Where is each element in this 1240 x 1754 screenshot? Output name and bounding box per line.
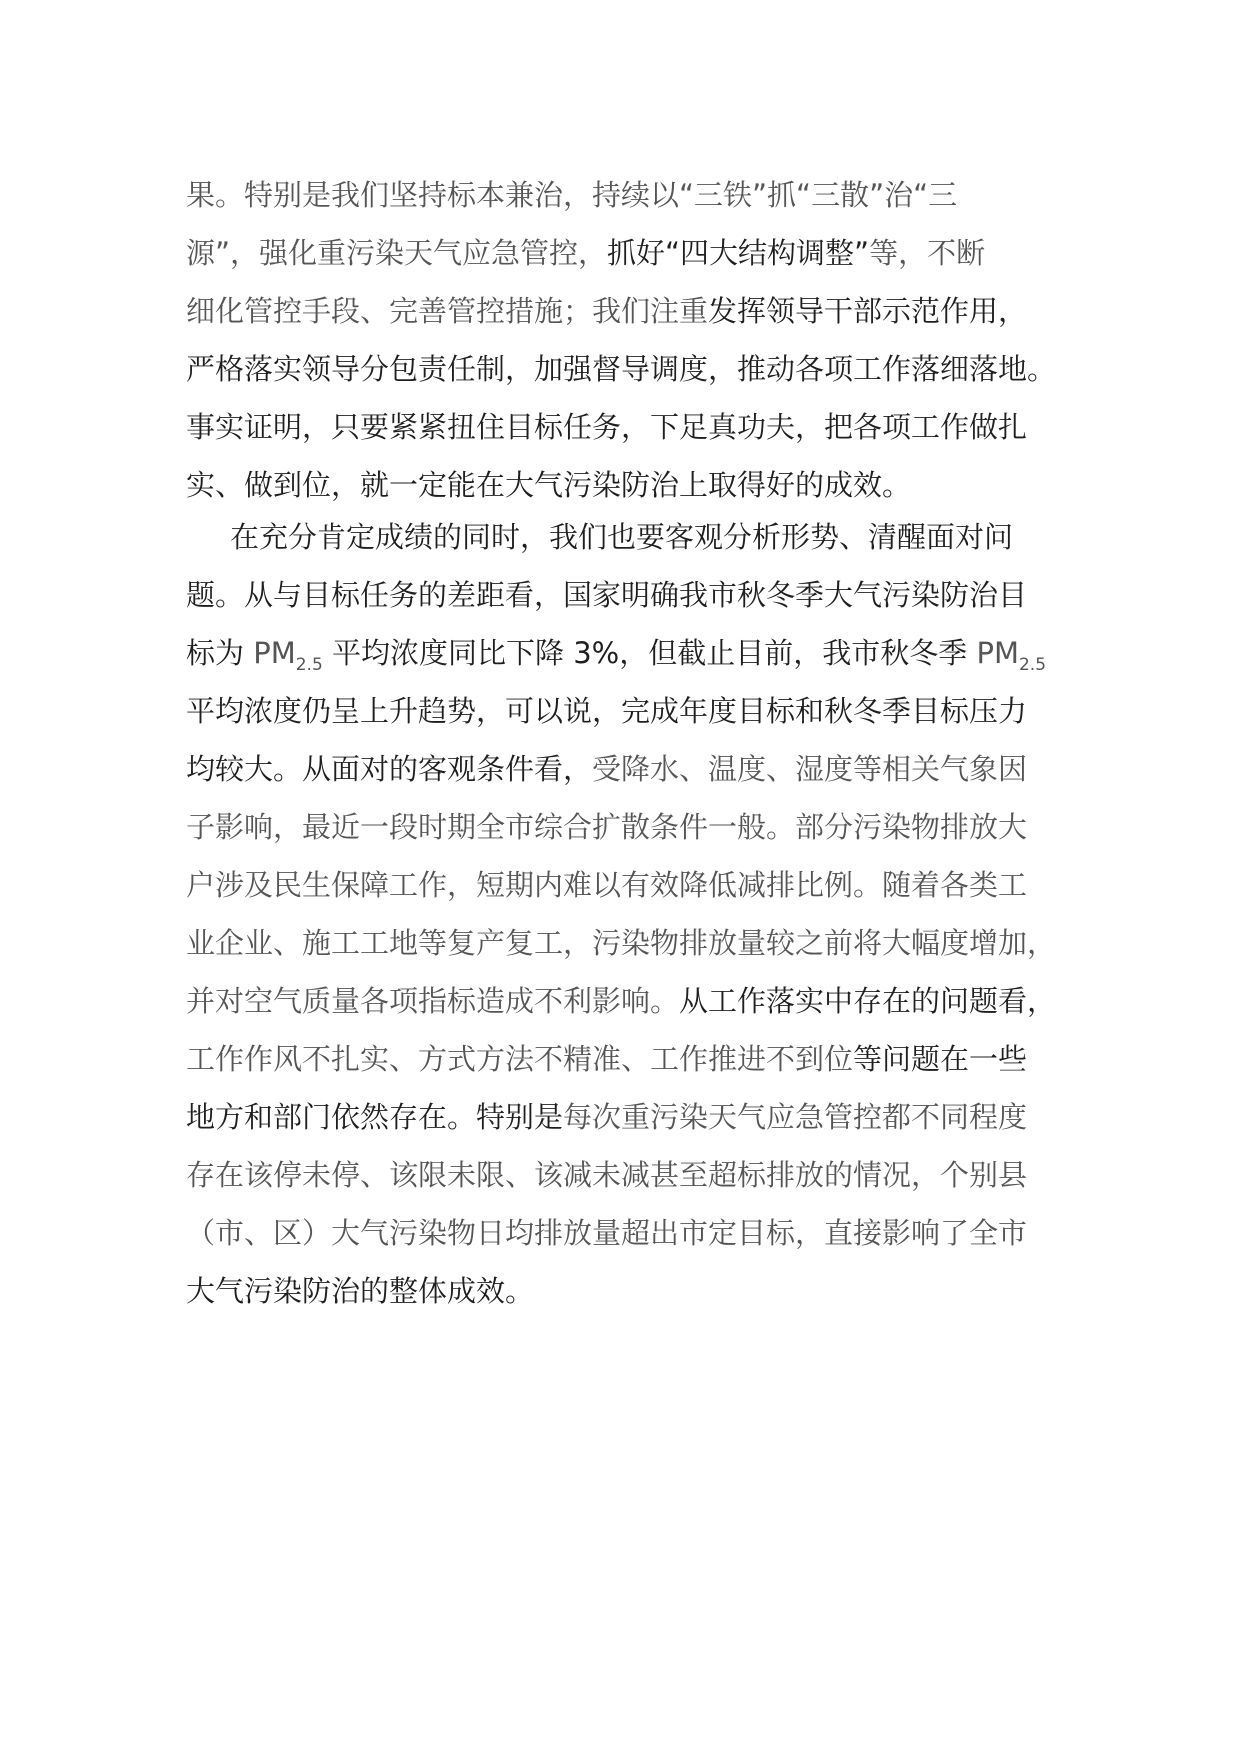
text-segment: 发挥领导干部示范作用，: [708, 294, 1028, 328]
text-line: [186, 688, 1027, 734]
text-segment: 题。从与目标任务的差距看，国家明确我市秋冬季大气污染防治目: [186, 578, 1028, 612]
text-segment: 等问题在一些: [853, 1042, 1028, 1076]
text-line: [186, 172, 957, 218]
text-line: [186, 862, 1027, 908]
text-segment: 抓好“四大结构调整”: [607, 236, 870, 270]
text-segment: 业企业、施工工地等复产复工，污染物排放量较之前将大幅度增加，: [186, 926, 1057, 960]
text-line: [230, 514, 1013, 560]
text-line: [186, 288, 1027, 334]
text-segment: 严格落实领导分包责任制，加强督导调度，推动各项工作落细落地。: [186, 352, 1057, 386]
text-line: [186, 346, 1056, 392]
subscript-text: 2.5: [1018, 655, 1047, 675]
text-segment: 从工作落实中存在的问题看，: [679, 984, 1057, 1018]
text-segment: （市、区）大气污染物日均排放量超出市定目标，直接影响了全市: [186, 1216, 1028, 1250]
text-line: [186, 804, 1027, 850]
text-segment: 标为: [186, 636, 254, 670]
text-segment: 大气污染防治的整体成效。: [186, 1274, 535, 1308]
text-line: [186, 630, 1046, 676]
text-line: [186, 1268, 534, 1314]
text-line: [186, 1036, 1027, 1082]
text-line: [186, 572, 1027, 618]
text-segment: 子影响，最近一段时期全市综合扩散条件一般。部分污染物排放大: [186, 810, 1028, 844]
text-segment: 平均浓度仍呈上升趋势，可以说，完成年度目标和秋冬季目标压力: [186, 694, 1028, 728]
text-line: [186, 462, 911, 508]
text-segment: 工作作风不扎实、方式方法不精准、工作推进不到位: [186, 1042, 854, 1076]
text-line: [186, 920, 1056, 966]
text-line: [186, 746, 1027, 792]
text-segment: 实、做到位，就一定能在大气污染防治上取得好的成效。: [186, 468, 912, 502]
text-line: [186, 230, 985, 276]
text-segment: 并对空气质量各项指标造成不利影响。: [186, 984, 680, 1018]
text-segment: 户涉及民生保障工作，短期内难以有效降低减排比例。随着各类工: [186, 868, 1028, 902]
text-segment: 等，不断: [869, 236, 986, 270]
text-segment: 存在该停未停、该限未限、该减未减甚至超标排放的情况，个别县: [186, 1158, 1028, 1192]
text-segment: 每次重污染天气应急管控都不同程度: [563, 1100, 1028, 1134]
text-segment: PM: [253, 636, 296, 670]
text-line: [186, 1152, 1027, 1198]
text-segment: PM: [976, 636, 1019, 670]
text-segment: 果。特别是我们坚持标本兼治，持续以“三铁”抓“三散”治“三: [186, 178, 958, 212]
text-segment: 受降水、温度、湿度等相关气象因: [592, 752, 1028, 786]
text-segment: 平均浓度同比下降 3%，但截止目前，我市秋冬季: [322, 636, 977, 670]
text-segment: 均较大。从面对的客观条件看，: [186, 752, 593, 786]
text-line: [186, 404, 1027, 450]
text-segment: 在充分肯定成绩的同时，我们也要客观分析形势、清醒面对问: [230, 520, 1014, 554]
text-line: [186, 1094, 1027, 1140]
subscript-text: 2.5: [295, 655, 323, 675]
text-segment: 细化管控手段、完善管控措施；我们注重: [186, 294, 709, 328]
text-segment: 地方和部门依然存在。特别是: [186, 1100, 564, 1134]
text-segment: 事实证明，只要紧紧扭住目标任务，下足真功夫，把各项工作做扎: [186, 410, 1028, 444]
text-line: [186, 978, 1056, 1024]
text-line: [186, 1210, 1027, 1256]
text-segment: 源”，强化重污染天气应急管控，: [186, 236, 608, 270]
